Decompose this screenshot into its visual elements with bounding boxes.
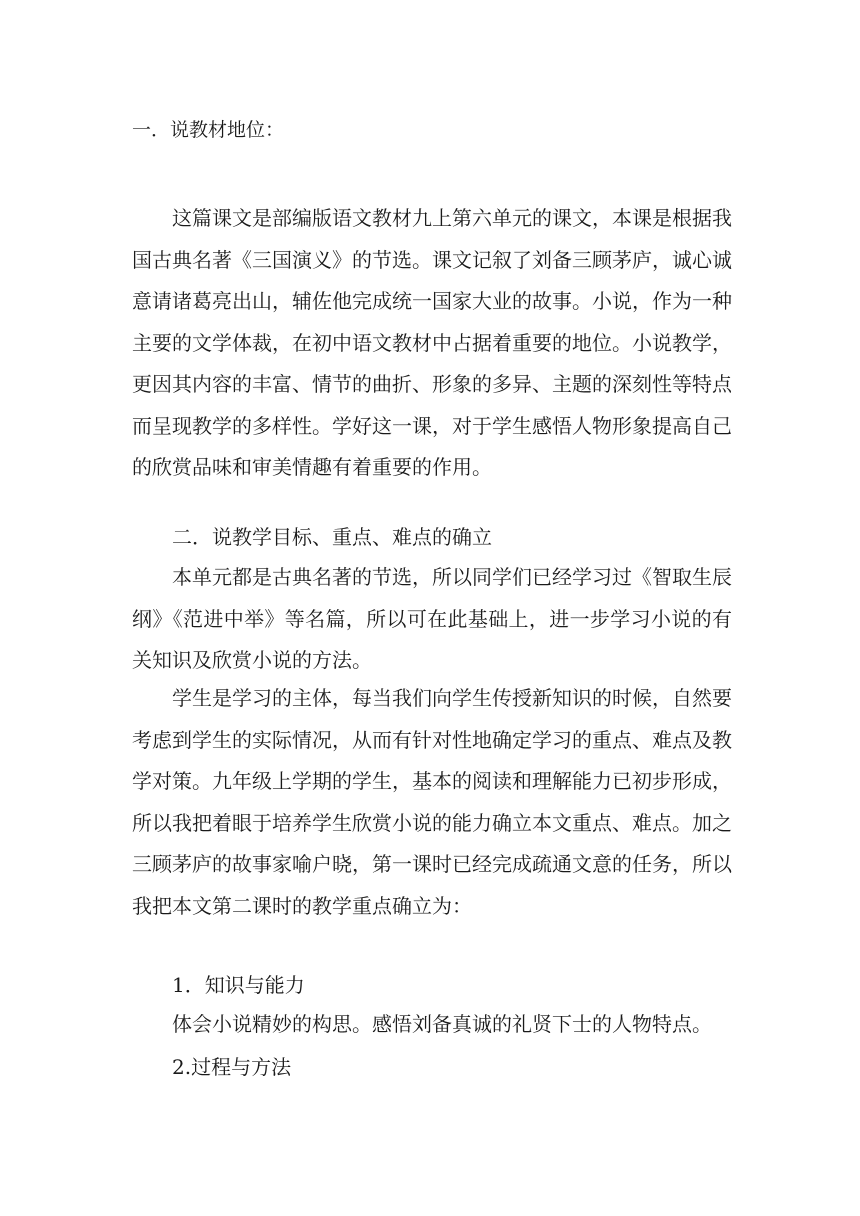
paragraph-textbook-position: 这篇课文是部编版语文教材九上第六单元的课文，本课是根据我国古典名著《三国演义》的节选。课文记叙了刘备三顾茅庐，诚心诚意请诸葛亮出山，辅佐他完成统一国家大业的故事。小说，作为一种主要的文学体裁，在初中语文教材中占据着重要的地位。小说教学，更因其内容的丰富、情节的曲折、形象的多异、主题的深刻性等特点而呈现教学的多样性。学好这一课，对于学生感悟人物形象提高自己的欣赏品味和审美情趣有着重要的作用。 [132,206,732,479]
paragraph-student-analysis: 学生是学习的主体，每当我们向学生传授新知识的时候，自然要考虑到学生的实际情况，从而有针对性地确定学习的重点、难点及教学对策。九年级上学期的学生，基本的阅读和理解能力已初步形成，所以我把着眼于培养学生欣赏小说的能力确立本文重点、难点。加之三顾茅庐的故事家喻户晓，第一课时已经完成疏通文意的任务，所以我把本文第二课时的教学重点确立为： [132,686,732,918]
item-heading-knowledge-ability: 1．知识与能力 [172,973,305,997]
paragraph-unit-background: 本单元都是古典名著的节选，所以同学们已经学习过《智取生辰纲》《范进中举》等名篇，所以可在此基础上，进一步学习小说的有关知识及欣赏小说的方法。 [132,565,732,672]
item-text-knowledge-ability: 体会小说精妙的构思。感悟刘备真诚的礼贤下士的人物特点。 [172,1012,712,1036]
section-heading-teaching-goals: 二．说教学目标、重点、难点的确立 [172,525,492,549]
section-heading-textbook-position: 一．说教材地位： [132,119,285,141]
item-heading-process-method: 2.过程与方法 [172,1055,292,1079]
